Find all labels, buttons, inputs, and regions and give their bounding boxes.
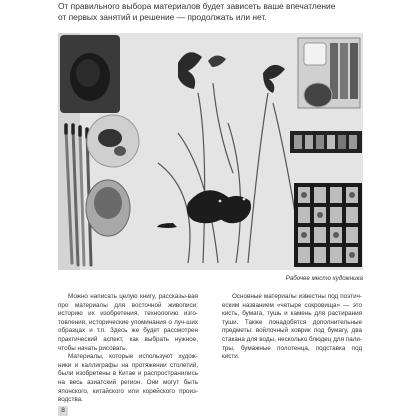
left-paragraph-2: Материалы, которые используют худож-ники и каллиграфы на протяжении столетий, были изобретены в Китае и распространились на весь азиатский регион. Они могут быть японского, китайского или корейского произ-водства. (58, 353, 198, 404)
left-paragraph-1: Можно написать целую книгу, рассказы-вая про материалы для восточной живописи: историю их изобретения, технологию изго-товления, исторические упоминания о луч-ших образцах и т.п. Здесь же будет рассмотрен практический аспект, как выбрать нужное, чтобы начать рисовать. (58, 293, 198, 352)
intro-paragraph (58, 1, 388, 23)
intro-line-2: от первых занятий и решение — продолжать или нет. (58, 12, 267, 22)
photo-caption: Рабочее место художника (285, 275, 363, 282)
left-column (58, 293, 198, 405)
water-cup-icon (86, 180, 130, 236)
color-strip-icon (290, 131, 362, 153)
workspace-illustration (58, 33, 363, 270)
workspace-photo (58, 33, 363, 270)
page-number: 8 (58, 406, 68, 416)
right-column (222, 293, 362, 362)
ink-stone-icon (60, 35, 120, 113)
palette-dish-icon (87, 115, 139, 167)
paint-pans-icon (298, 38, 360, 108)
pigment-box-icon (294, 183, 362, 267)
right-paragraph-1: Основные материалы известны под поэтич-еским названием «четыре сокровища» — это кисть, бумага, тушь и камень для растирания туши. Также понадобятся дополнительные предметы: войлочный коврик под бумагу, два стакана для воды, несколько блюдец для пали-тры, бумажные полотенца, подставка под кисти. (222, 293, 362, 361)
intro-line-1: От правильного выбора материалов будет зависеть ваше впечатление (58, 1, 336, 11)
